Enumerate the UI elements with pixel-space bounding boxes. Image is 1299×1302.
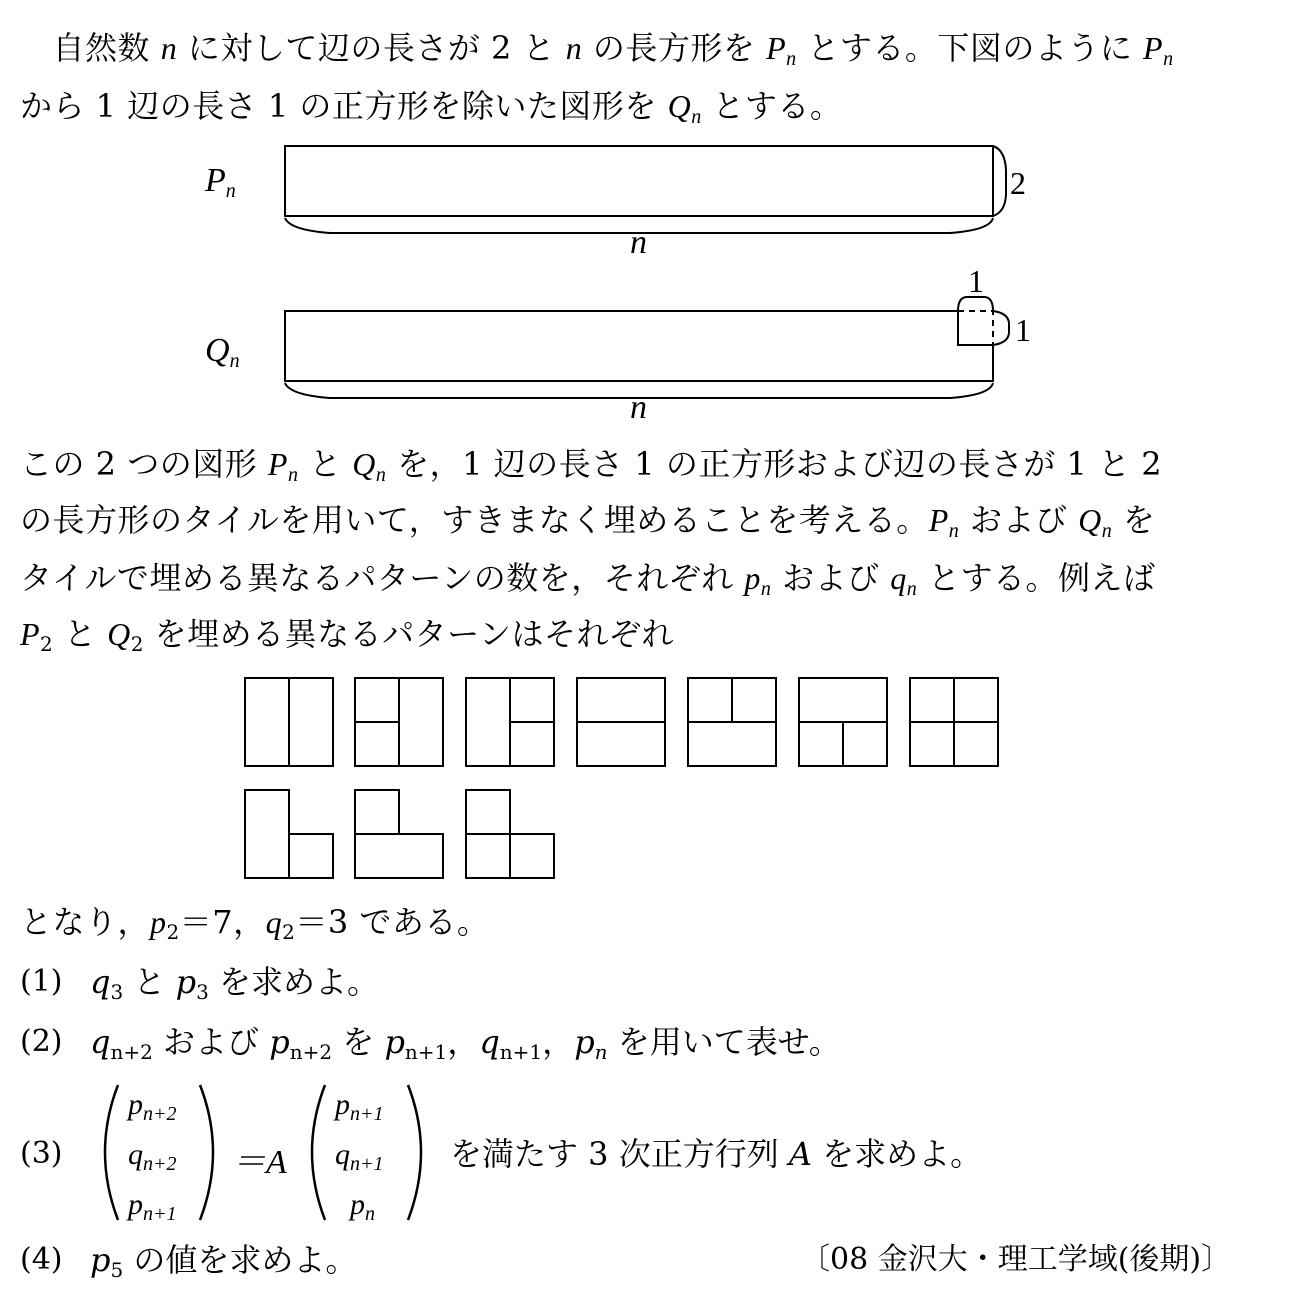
question-2-number: (2) bbox=[20, 1024, 63, 1059]
intro-line-2-text: から 1 辺の長さ 1 の正方形を除いた図形を $Q_n$ とする。 bbox=[20, 87, 843, 128]
matrix-left-row-3: $p_{n+1}$ bbox=[128, 1188, 177, 1225]
pn-width-label: n bbox=[630, 224, 647, 261]
body-line-1 bbox=[20, 444, 1162, 484]
question-3-text: を満たす 3 次正方行列 A を求めよ。 bbox=[450, 1135, 983, 1173]
matrix-left-row-1: $p_{n+2}$ bbox=[128, 1088, 177, 1125]
p2-pattern-6 bbox=[799, 678, 887, 766]
qn-cut-side-brace bbox=[993, 311, 1009, 345]
p2-pattern-5 bbox=[688, 678, 776, 766]
pn-label: $P_n$ bbox=[205, 162, 236, 202]
qn-removed-square bbox=[958, 311, 993, 345]
pn-height-brace bbox=[993, 146, 1006, 216]
intro-line-1-text: 自然数 n に対して辺の長さが 2 と n の長方形を $P_n$ とする。下図のように $P_n$ bbox=[20, 29, 1174, 70]
qn-width-label: n bbox=[630, 389, 647, 426]
matrix-right-row-1: $p_{n+1}$ bbox=[335, 1088, 384, 1125]
question-1-text: $q_3$ と $p_3$ を求めよ。 bbox=[90, 963, 379, 1004]
body-line-1-text: この 2 つの図形 $P_n$ と $Q_n$ を，1 辺の長さ 1 の正方形および辺の長さが 1 と 2 bbox=[20, 445, 1163, 486]
p2-pattern-3 bbox=[466, 678, 554, 766]
p2-pattern-7 bbox=[910, 678, 998, 766]
qn-cut-top-brace bbox=[958, 297, 993, 311]
question-4-number: (4) bbox=[20, 1242, 63, 1277]
question-3-number: (3) bbox=[20, 1136, 63, 1171]
result-line bbox=[20, 902, 489, 942]
p2-pattern-2 bbox=[355, 678, 443, 766]
qn-cut-side-label: 1 bbox=[1015, 312, 1031, 348]
qn-label: $Q_n$ bbox=[205, 332, 240, 372]
body-line-2 bbox=[20, 500, 1155, 540]
q2-pattern-2 bbox=[355, 790, 443, 878]
matrix-right-paren-open bbox=[312, 1085, 325, 1220]
body-line-3-text: タイルで埋める異なるパターンの数を，それぞれ $p_n$ および $q_n$ とする。例えば bbox=[20, 559, 1156, 600]
question-1-number: (1) bbox=[20, 964, 63, 999]
body-line-3 bbox=[20, 558, 1155, 598]
matrix-left-paren-open bbox=[105, 1085, 118, 1220]
question-4-text: $p_5$ の値を求めよ。 bbox=[90, 1241, 358, 1282]
matrix-right-row-3: $p_n$ bbox=[350, 1188, 375, 1225]
q2-pattern-3 bbox=[466, 790, 554, 878]
matrix-right-paren-close bbox=[408, 1085, 421, 1220]
source-citation: 〔08 金沢大・理工学域(後期)〕 bbox=[800, 1242, 1232, 1277]
body-line-4 bbox=[20, 614, 674, 654]
matrix-left-paren-close bbox=[200, 1085, 213, 1220]
result-line-text: となり，$p_2=7$，$q_2=3$ である。 bbox=[20, 903, 490, 944]
matrix-right-row-2: $q_{n+1}$ bbox=[335, 1138, 384, 1175]
p2-pattern-4 bbox=[577, 678, 665, 766]
matrix-equals: ＝A bbox=[232, 1144, 287, 1181]
qn-cut-top-label: 1 bbox=[968, 263, 984, 299]
qn-shape bbox=[285, 311, 993, 381]
body-line-2-text: の長方形のタイルを用いて，すきまなく埋めることを考える。$P_n$ および $Q_n$ を bbox=[20, 501, 1156, 542]
pn-rectangle bbox=[285, 146, 993, 216]
pn-height-label: 2 bbox=[1010, 165, 1026, 201]
question-2-text: $q_{n+2}$ および $p_{n+2}$ を $p_{n+1}$，$q_{n+1}$，$p_n$ を用いて表せ。 bbox=[90, 1023, 841, 1064]
body-line-4-text: $P_2$ と $Q_2$ を埋める異なるパターンはそれぞれ bbox=[20, 615, 675, 656]
p2-pattern-1 bbox=[245, 678, 333, 766]
matrix-left-row-2: $q_{n+2}$ bbox=[128, 1138, 177, 1175]
q2-pattern-1 bbox=[245, 790, 333, 878]
